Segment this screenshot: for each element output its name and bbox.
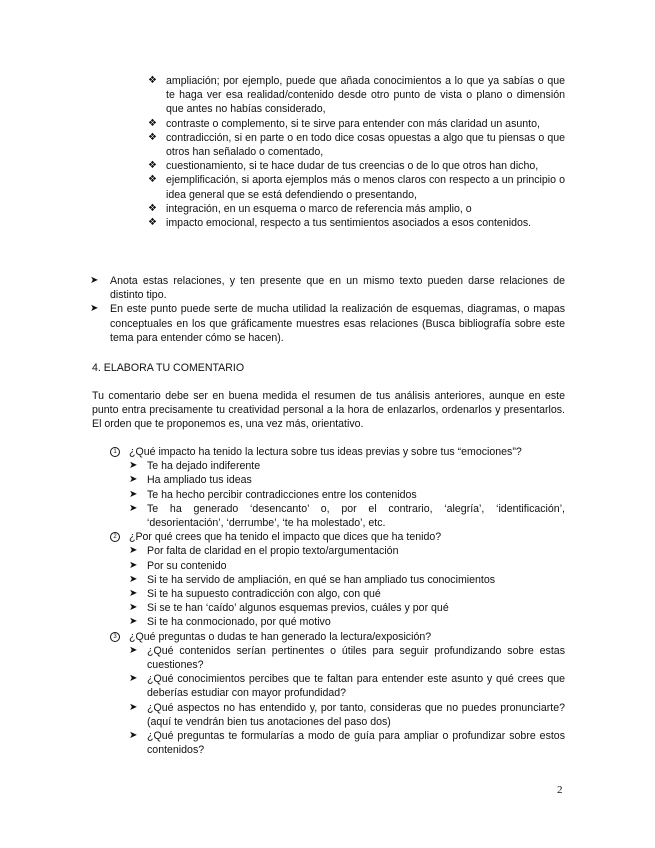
answer-item xyxy=(129,587,565,601)
arrow-bullet-icon: ➤ xyxy=(129,545,138,557)
question-text: ¿Qué impacto ha tenido la lectura sobre tus ideas previas y sobre tus “emociones”? xyxy=(129,446,522,458)
notes-list xyxy=(90,274,565,345)
list-item-text: contraste o complemento, si te sirve para entender con más claridad un asunto, xyxy=(166,117,540,130)
arrow-bullet-icon: ➤ xyxy=(129,474,138,486)
answer-text: Te ha generado ‘desencanto’ o, por el contrario, ‘alegría’, ‘identificación’, ‘desorientación’, ‘derrumbe’, ‘te ha molestado’, etc. xyxy=(147,502,565,530)
list-item xyxy=(148,131,565,159)
list-item xyxy=(90,302,565,345)
answer-item xyxy=(129,701,565,729)
list-item-text: Anota estas relaciones, y ten presente que en un mismo texto pueden darse relaciones de distinto tipo. xyxy=(110,275,565,302)
answer-item xyxy=(129,502,565,530)
diamond-bullet-icon: ❖ xyxy=(148,217,157,229)
list-item xyxy=(148,173,565,201)
diamond-bullet-icon: ❖ xyxy=(148,131,157,143)
arrow-bullet-icon: ➤ xyxy=(129,502,138,514)
answer-text: ¿Qué aspectos no has entendido y, por tanto, consideras que no puedes pronunciarte? (aquí te vendrán bien tus anotaciones del paso dos) xyxy=(147,701,565,728)
list-item xyxy=(148,202,565,216)
page-number: 2 xyxy=(557,784,563,796)
answer-item xyxy=(129,672,565,700)
diamond-bullet-icon: ❖ xyxy=(148,174,157,186)
answer-text: ¿Qué conocimientos percibes que te faltan para entender este asunto y qué crees que deberías estudiar con mayor profundidad? xyxy=(147,673,565,700)
list-item-text: En este punto puede serte de mucha utilidad la realización de esquemas, diagramas, o mapas conceptuales en los que gráficamente muestres esas relaciones (Busca bibliografía sobre este tema para entender cómo se hacen). xyxy=(110,303,565,344)
list-item-text: ejemplificación, si aporta ejemplos más o menos claros con respecto a un principio o idea general que se está defendiendo o presentando, xyxy=(166,174,565,201)
answer-item xyxy=(129,644,565,672)
list-item-text: ampliación; por ejemplo, puede que añada conocimientos a lo que ya sabías o que te haga ver esa realidad/contenido desde otro punto de vista o plano o dimensión que antes no habías considerado, xyxy=(166,75,565,116)
answer-text: Por su contenido xyxy=(147,559,227,572)
answer-text: Si te ha servido de ampliación, en qué se han ampliado tus conocimientos xyxy=(147,573,496,586)
arrow-bullet-icon: ➤ xyxy=(129,673,138,685)
arrow-bullet-icon: ➤ xyxy=(129,602,138,614)
arrow-bullet-icon: ➤ xyxy=(129,616,138,628)
arrow-bullet-icon: ➤ xyxy=(129,559,138,571)
section-paragraph: Tu comentario debe ser en buena medida el resumen de tus análisis anteriores, aunque en este punto entra precisamente tu creatividad personal a la hora de enlazarlos, ordenarlos y presentarlos. El orden que te proponemos es, una vez más, orientativo. xyxy=(92,390,565,431)
arrow-bullet-icon: ➤ xyxy=(90,275,99,286)
arrow-bullet-icon: ➤ xyxy=(90,303,99,315)
question-item xyxy=(109,445,565,459)
arrow-bullet-icon: ➤ xyxy=(129,488,138,500)
questions-list xyxy=(109,445,565,757)
answer-item xyxy=(129,459,565,473)
answer-text: Si te ha conmocionado, por qué motivo xyxy=(147,616,331,629)
answer-text: Te ha dejado indiferente xyxy=(147,460,261,473)
diamond-bullet-icon: ❖ xyxy=(148,160,157,172)
arrow-bullet-icon: ➤ xyxy=(129,573,138,585)
list-item xyxy=(90,274,565,302)
list-item-text: cuestionamiento, si te hace dudar de tus creencias o de lo que otros han dicho, xyxy=(166,160,539,173)
list-item xyxy=(148,74,565,117)
answer-text: Si te ha supuesto contradicción con algo, con qué xyxy=(147,588,381,601)
list-item-text: contradicción, si en parte o en todo dice cosas opuestas a algo que tu piensas o que otros han señalado o comentado, xyxy=(166,131,565,159)
list-item xyxy=(148,159,565,173)
answer-item xyxy=(129,544,565,558)
question-item xyxy=(109,630,565,644)
question-text: ¿Qué preguntas o dudas te han generado la lectura/exposición? xyxy=(129,630,432,643)
answer-item xyxy=(129,488,565,502)
diamond-bullet-icon: ❖ xyxy=(148,202,157,214)
answer-text: Si se te han ‘caído’ algunos esquemas previos, cuáles y por qué xyxy=(147,602,449,615)
answer-item xyxy=(129,573,565,587)
numbered-circle-icon: 3 xyxy=(110,632,120,642)
numbered-circle-icon: 2 xyxy=(110,532,120,542)
numbered-circle-icon: 1 xyxy=(110,447,120,457)
answer-text: Por falta de claridad en el propio texto/argumentación xyxy=(147,545,399,558)
arrow-bullet-icon: ➤ xyxy=(129,730,138,742)
diamond-bullet-icon: ❖ xyxy=(148,117,157,129)
answer-item xyxy=(129,601,565,615)
answer-item xyxy=(129,473,565,487)
answer-text: ¿Qué preguntas te formularías a modo de guía para ampliar o profundizar sobre estos contenidos? xyxy=(147,730,565,757)
answer-text: ¿Qué contenidos serían pertinentes o útiles para seguir profundizando sobre estas cuestiones? xyxy=(147,644,565,672)
answer-item xyxy=(129,729,565,757)
question-item xyxy=(109,530,565,544)
question-text: ¿Por qué crees que ha tenido el impacto que dices que ha tenido? xyxy=(129,531,442,544)
arrow-bullet-icon: ➤ xyxy=(129,588,138,600)
answer-item xyxy=(129,559,565,573)
list-item-text: integración, en un esquema o marco de referencia más amplio, o xyxy=(166,202,472,215)
list-item xyxy=(148,216,565,230)
answer-text: Te ha hecho percibir contradicciones entre los contenidos xyxy=(147,488,417,501)
arrow-bullet-icon: ➤ xyxy=(129,644,138,656)
list-item-text: impacto emocional, respecto a tus sentimientos asociados a esos contenidos. xyxy=(166,217,532,230)
answer-item xyxy=(129,615,565,629)
arrow-bullet-icon: ➤ xyxy=(129,701,138,713)
list-item xyxy=(148,117,565,131)
arrow-bullet-icon: ➤ xyxy=(129,460,138,472)
answer-text: Ha ampliado tus ideas xyxy=(147,474,252,487)
diamond-bullet-icon: ❖ xyxy=(148,75,157,86)
section-heading: 4. ELABORA TU COMENTARIO xyxy=(92,362,245,374)
relations-sublist xyxy=(148,74,565,230)
